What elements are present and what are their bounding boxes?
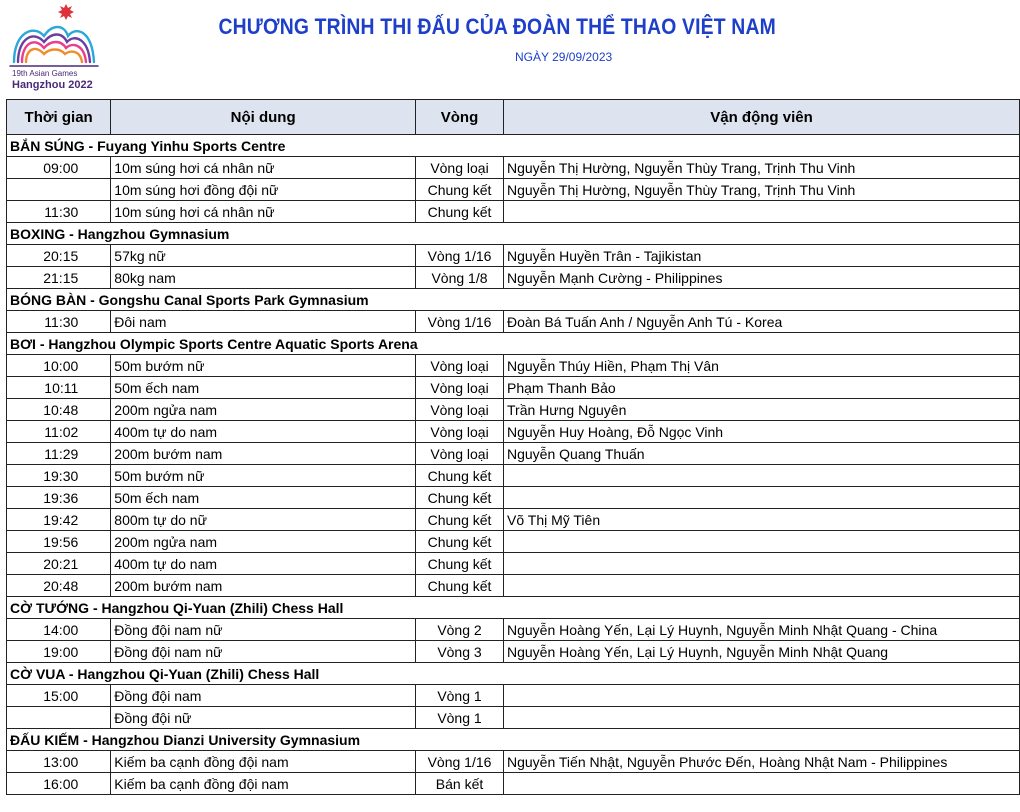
time-cell: 10:48 (7, 399, 111, 421)
event-cell: 200m bướm nam (111, 443, 416, 465)
table-row (7, 751, 1020, 773)
round-cell: Chung kết (416, 553, 504, 575)
time-cell: 19:56 (7, 531, 111, 553)
time-cell: 19:30 (7, 465, 111, 487)
round-cell: Vòng 1 (416, 685, 504, 707)
section-title: BOXING - Hangzhou Gymnasium (7, 223, 1020, 245)
col-time-header: Thời gian (7, 100, 111, 135)
event-cell: 80kg nam (111, 267, 416, 289)
time-cell: 21:15 (7, 267, 111, 289)
table-row (7, 157, 1020, 179)
table-row (7, 377, 1020, 399)
logo-line2: Hangzhou 2022 (12, 79, 93, 91)
table-row (7, 553, 1020, 575)
event-cell: 57kg nữ (111, 245, 416, 267)
col-round-header: Vòng (416, 100, 504, 135)
section-row (7, 729, 1020, 751)
table-row (7, 685, 1020, 707)
round-cell: Vòng loại (416, 443, 504, 465)
time-cell: 19:00 (7, 641, 111, 663)
time-cell: 20:15 (7, 245, 111, 267)
table-row (7, 399, 1020, 421)
athletes-cell: Nguyễn Tiến Nhật, Nguyễn Phước Đến, Hoàng Nhật Nam - Philippines (504, 751, 1020, 773)
time-cell: 11:30 (7, 201, 111, 223)
round-cell: Vòng 1/16 (416, 245, 504, 267)
time-cell: 09:00 (7, 157, 111, 179)
time-cell: 19:36 (7, 487, 111, 509)
athletes-cell (504, 465, 1020, 487)
time-cell (7, 179, 111, 201)
athletes-cell: Võ Thị Mỹ Tiên (504, 509, 1020, 531)
section-row (7, 223, 1020, 245)
round-cell: Bán kết (416, 773, 504, 795)
round-cell: Chung kết (416, 487, 504, 509)
round-cell: Vòng loại (416, 399, 504, 421)
table-row (7, 487, 1020, 509)
col-athletes-header: Vận động viên (504, 100, 1020, 135)
table-row (7, 641, 1020, 663)
table-row (7, 575, 1020, 597)
event-cell: Đồng đội nam nữ (111, 641, 416, 663)
time-cell: 13:00 (7, 751, 111, 773)
section-row (7, 289, 1020, 311)
athletes-cell (504, 531, 1020, 553)
round-cell: Vòng loại (416, 355, 504, 377)
athletes-cell (504, 773, 1020, 795)
event-cell: 400m tự do nam (111, 553, 416, 575)
page-title: CHƯƠNG TRÌNH THI ĐẤU CỦA ĐOÀN THỂ THAO VIỆT NAM (218, 14, 776, 39)
event-cell: 50m bướm nữ (111, 355, 416, 377)
event-cell: 50m ếch nam (111, 487, 416, 509)
event-cell: 200m ngửa nam (111, 399, 416, 421)
time-cell: 20:48 (7, 575, 111, 597)
round-cell: Vòng loại (416, 157, 504, 179)
athletes-cell (504, 487, 1020, 509)
schedule-table (6, 99, 1020, 795)
event-cell: Đôi nam (111, 311, 416, 333)
athletes-cell: Nguyễn Huy Hoàng, Đỗ Ngọc Vinh (504, 421, 1020, 443)
round-cell: Vòng 1 (416, 707, 504, 729)
schedule-body (7, 135, 1020, 795)
time-cell: 11:02 (7, 421, 111, 443)
round-cell: Vòng 2 (416, 619, 504, 641)
event-cell: 50m bướm nữ (111, 465, 416, 487)
round-cell: Vòng 3 (416, 641, 504, 663)
event-cell: Kiếm ba cạnh đồng đội nam (111, 751, 416, 773)
table-row (7, 531, 1020, 553)
event-cell: 200m bướm nam (111, 575, 416, 597)
section-row (7, 663, 1020, 685)
section-title: BƠI - Hangzhou Olympic Sports Centre Aquatic Sports Arena (7, 333, 1020, 355)
table-row (7, 773, 1020, 795)
round-cell: Chung kết (416, 465, 504, 487)
time-cell (7, 707, 111, 729)
logo-line1: 19th Asian Games (12, 69, 78, 78)
table-row (7, 245, 1020, 267)
event-cell: 50m ếch nam (111, 377, 416, 399)
table-row (7, 619, 1020, 641)
athletes-cell: Nguyễn Huyền Trân - Tajikistan (504, 245, 1020, 267)
section-row (7, 597, 1020, 619)
time-cell: 11:29 (7, 443, 111, 465)
round-cell: Vòng 1/16 (416, 751, 504, 773)
table-row (7, 355, 1020, 377)
athletes-cell: Nguyễn Thị Hường, Nguyễn Thùy Trang, Trịnh Thu Vinh (504, 179, 1020, 201)
round-cell: Chung kết (416, 201, 504, 223)
table-row (7, 311, 1020, 333)
time-cell: 16:00 (7, 773, 111, 795)
time-cell: 20:21 (7, 553, 111, 575)
athletes-cell: Nguyễn Quang Thuấn (504, 443, 1020, 465)
athletes-cell (504, 575, 1020, 597)
logo-caption (12, 70, 98, 91)
round-cell: Chung kết (416, 179, 504, 201)
athletes-cell: Phạm Thanh Bảo (504, 377, 1020, 399)
event-cell: 800m tự do nữ (111, 509, 416, 531)
athletes-cell: Nguyễn Thúy Hiền, Phạm Thị Vân (504, 355, 1020, 377)
event-cell: Đồng đội nam nữ (111, 619, 416, 641)
section-title: ĐẤU KIẾM - Hangzhou Dianzi University Gymnasium (7, 729, 1020, 751)
page-date: NGÀY 29/09/2023 (515, 50, 613, 64)
section-title: CỜ TƯỚNG - Hangzhou Qi-Yuan (Zhili) Chess Hall (7, 597, 1020, 619)
table-row (7, 267, 1020, 289)
event-cell: Đồng đội nữ (111, 707, 416, 729)
table-row (7, 443, 1020, 465)
athletes-cell: Đoàn Bá Tuấn Anh / Nguyễn Anh Tú - Korea (504, 311, 1020, 333)
athletes-cell: Nguyễn Hoàng Yến, Lại Lý Huynh, Nguyễn Minh Nhật Quang (504, 641, 1020, 663)
time-cell: 19:42 (7, 509, 111, 531)
round-cell: Vòng 1/8 (416, 267, 504, 289)
time-cell: 15:00 (7, 685, 111, 707)
time-cell: 10:11 (7, 377, 111, 399)
event-cell: 400m tự do nam (111, 421, 416, 443)
athletes-cell: Nguyễn Thị Hường, Nguyễn Thùy Trang, Trịnh Thu Vinh (504, 157, 1020, 179)
round-cell: Vòng 1/16 (416, 311, 504, 333)
time-cell: 10:00 (7, 355, 111, 377)
round-cell: Vòng loại (416, 377, 504, 399)
event-cell: 10m súng hơi đồng đội nữ (111, 179, 416, 201)
athletes-cell: Nguyễn Mạnh Cường - Philippines (504, 267, 1020, 289)
table-row (7, 201, 1020, 223)
round-cell: Chung kết (416, 531, 504, 553)
round-cell: Vòng loại (416, 421, 504, 443)
section-title: CỜ VUA - Hangzhou Qi-Yuan (Zhili) Chess Hall (7, 663, 1020, 685)
header-row (7, 100, 1020, 135)
section-row (7, 333, 1020, 355)
event-cell: Kiếm ba cạnh đồng đội nam (111, 773, 416, 795)
event-cell: 10m súng hơi cá nhân nữ (111, 201, 416, 223)
time-cell: 14:00 (7, 619, 111, 641)
time-cell: 11:30 (7, 311, 111, 333)
section-title: BÓNG BÀN - Gongshu Canal Sports Park Gymnasium (7, 289, 1020, 311)
event-cell: Đồng đội nam (111, 685, 416, 707)
section-row (7, 135, 1020, 157)
round-cell: Chung kết (416, 575, 504, 597)
table-row (7, 179, 1020, 201)
athletes-cell (504, 685, 1020, 707)
table-row (7, 465, 1020, 487)
col-event-header: Nội dung (111, 100, 416, 135)
table-row (7, 509, 1020, 531)
athletes-cell: Trần Hưng Nguyên (504, 399, 1020, 421)
athletes-cell (504, 201, 1020, 223)
event-cell: 200m ngửa nam (111, 531, 416, 553)
table-row (7, 707, 1020, 729)
section-title: BẮN SÚNG - Fuyang Yinhu Sports Centre (7, 135, 1020, 157)
event-cell: 10m súng hơi cá nhân nữ (111, 157, 416, 179)
round-cell: Chung kết (416, 509, 504, 531)
athletes-cell (504, 707, 1020, 729)
table-row (7, 421, 1020, 443)
athletes-cell (504, 553, 1020, 575)
athletes-cell: Nguyễn Hoàng Yến, Lại Lý Huynh, Nguyễn Minh Nhật Quang - China (504, 619, 1020, 641)
